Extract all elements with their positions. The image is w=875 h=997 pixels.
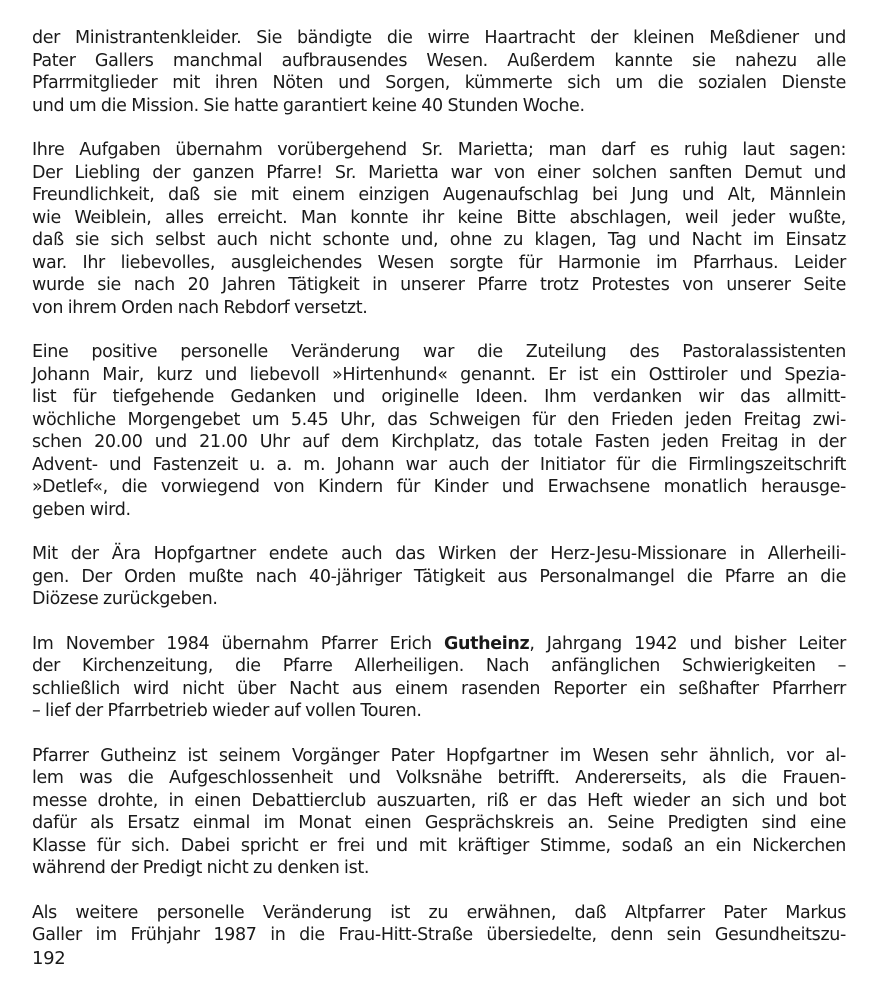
text-line: Freundlichkeit, daß sie mit einem einzigen Augenaufschlag bei Jung und Alt, Männlein: [32, 185, 846, 205]
text-line: dafür als Ersatz einmal im Monat einen Gesprächskreis an. Seine Predigten sind eine: [32, 813, 846, 833]
text-line: Der Liebling der ganzen Pfarre! Sr. Marietta war von einer solchen sanften Demut und: [32, 162, 846, 183]
text-line: daß sie sich selbst auch nicht schonte und, ohne zu klagen, Tag und Nacht im Einsatz: [32, 230, 846, 250]
text-line: Pfarrmitglieder mit ihren Nöten und Sorgen, kümmerte sich um die sozialen Dienste: [32, 73, 846, 93]
text-line: der Kirchenzeitung, die Pfarre Allerheiligen. Nach anfänglichen Schwierigkeiten –: [32, 656, 846, 676]
text-line: Ihre Aufgaben übernahm vorübergehend Sr. Marietta; man darf es ruhig laut sagen:: [32, 140, 846, 160]
paragraph-5: [32, 633, 846, 723]
text-line: Pfarrer Gutheinz ist seinem Vorgänger Pater Hopfgartner im Wesen sehr ähnlich, vor al-: [32, 745, 846, 766]
paragraph-1: [32, 27, 846, 117]
text-line: list für tiefgehende Gedanken und originelle Ideen. Ihm verdanken wir das allmitt-: [32, 387, 846, 407]
text-line: wurde sie nach 20 Jahren Tätigkeit in unserer Pfarre trotz Protestes von unserer Seite: [32, 275, 846, 295]
text-line: Als weitere personelle Veränderung ist zu erwähnen, daß Altpfarrer Pater Markus: [32, 902, 846, 923]
text-line: Johann Mair, kurz und liebevoll »Hirtenhund« genannt. Er ist ein Osttiroler und Spezia-: [32, 364, 846, 385]
text-line: Eine positive personelle Veränderung war die Zuteilung des Pastoralassistenten: [32, 342, 846, 362]
text-line: messe drohte, in einen Debattierclub auszuarten, riß er das Heft wieder an sich und bot: [32, 790, 846, 811]
text-line: der Ministrantenkleider. Sie bändigte die wirre Haartracht der kleinen Meßdiener und: [32, 28, 846, 48]
text-line: Klasse für sich. Dabei spricht er frei und mit kräftiger Stimme, sodaß an ein Nickerchen: [32, 835, 846, 856]
pastor-name: Gutheinz: [443, 633, 530, 654]
text-line: geben wird.: [32, 499, 131, 520]
text-line: von ihrem Orden nach Rebdorf versetzt.: [32, 297, 368, 318]
text-line: Pater Gallers manchmal aufbrausendes Wesen. Außerdem kannte sie nahezu alle: [32, 50, 846, 71]
text-line: schließlich wird nicht über Nacht aus einem rasenden Reporter ein seßhafter Pfarrherr: [32, 678, 846, 699]
text-line: schen 20.00 und 21.00 Uhr auf dem Kirchplatz, das totale Fasten jeden Freitag in der: [32, 432, 846, 452]
text-line: während der Predigt nicht zu denken ist.: [32, 858, 370, 878]
text-line: – lief der Pfarrbetrieb wieder auf vollen Touren.: [32, 701, 422, 721]
text-line: Mit der Ära Hopfgartner endete auch das Wirken der Herz-Jesu-Missionare in Allerheili-: [32, 544, 846, 564]
text-segment: Im November 1984 übernahm Pfarrer Erich: [32, 633, 432, 654]
text-segment: , Jahrgang 1942 und bisher Leiter: [529, 633, 846, 654]
paragraph-4: [32, 543, 846, 611]
document-page: [32, 27, 846, 969]
paragraph-6: [32, 745, 846, 880]
text-line: war. Ihr liebevolles, ausgleichendes Wesen sorgte für Harmonie im Pfarrhaus. Leider: [32, 252, 846, 273]
text-line: lem was die Aufgeschlossenheit und Volksnähe betrifft. Andererseits, als die Frauen-: [32, 768, 846, 788]
paragraph-3: [32, 341, 846, 521]
page-number: 192: [32, 948, 66, 969]
text-line: gen. Der Orden mußte nach 40-jähriger Tätigkeit aus Personalmangel die Pfarre an die: [32, 566, 846, 587]
text-line: Diözese zurückgeben.: [32, 589, 218, 609]
text-line: wie Weiblein, alles erreicht. Man konnte ihr keine Bitte abschlagen, weil jeder wußte,: [32, 207, 846, 228]
text-line: wöchliche Morgengebet um 5.45 Uhr, das Schweigen für den Frieden jeden Freitag zwi-: [32, 409, 846, 430]
text-line: Advent- und Fastenzeit u. a. m. Johann war auch der Initiator für die Firmlingszeitschrift: [32, 454, 846, 475]
text-line: »Detlef«, die vorwiegend von Kindern für Kinder und Erwachsene monatlich herausge-: [32, 477, 846, 497]
text-line: [32, 633, 846, 656]
text-line: und um die Mission. Sie hatte garantiert keine 40 Stunden Woche.: [32, 95, 585, 116]
paragraph-7: [32, 902, 846, 947]
text-line: Galler im Frühjahr 1987 in die Frau-Hitt-Straße übersiedelte, denn sein Gesundheitszu-: [32, 925, 846, 945]
paragraph-2: [32, 139, 846, 319]
